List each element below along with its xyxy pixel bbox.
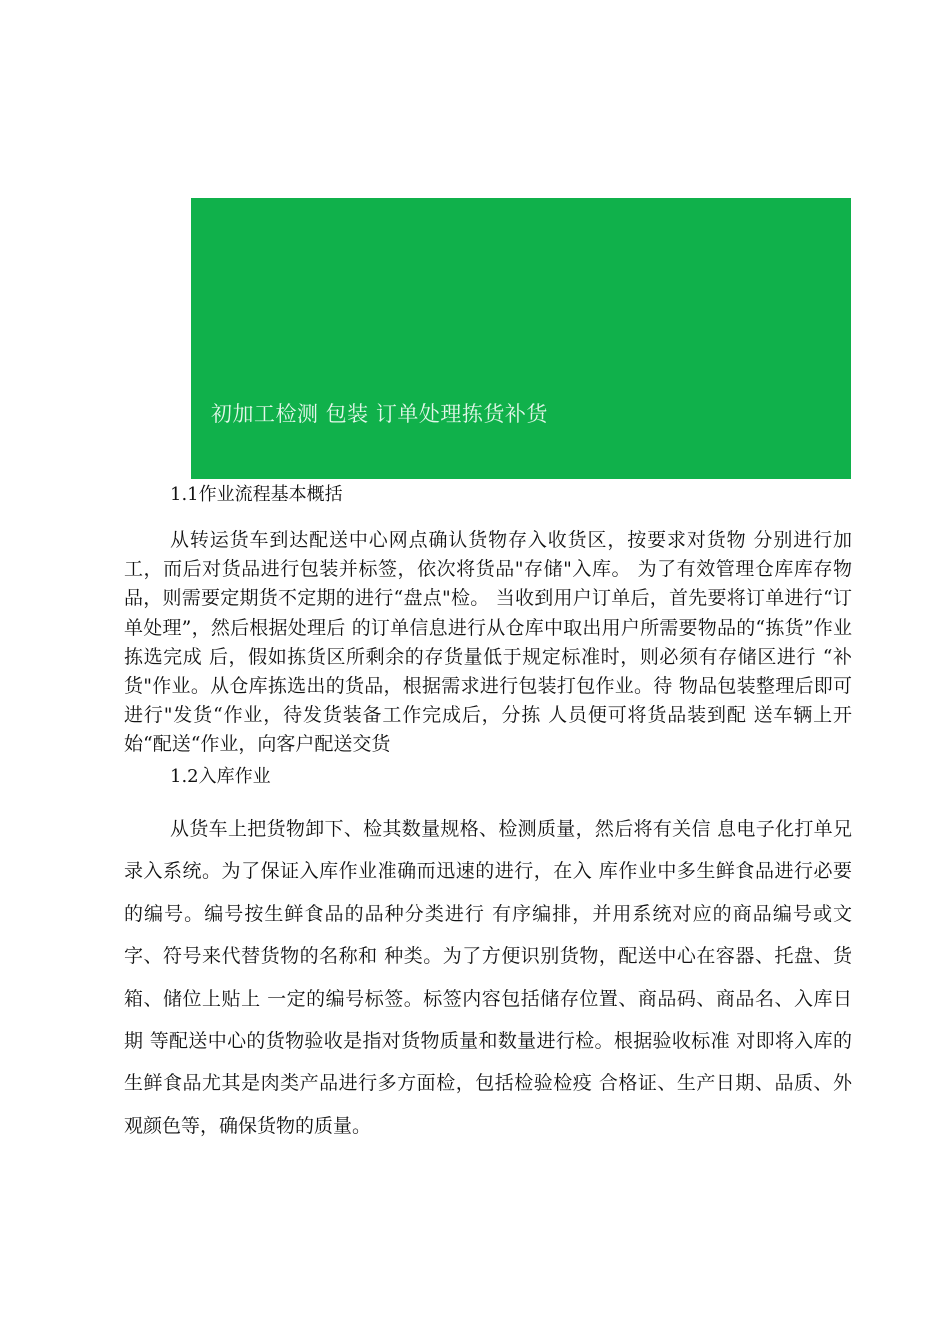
section-paragraph-overview: 从转运货车到达配送中心网点确认货物存入收货区，按要求对货物 分别进行加工，而后对货品进行包装并标签，依次将货品"存储"入库。 为了有效管理仓库库存物品，则需要定期货不定期的进行“盘点"检。 当收到用户订单后，首先要将订单进行“订单处理”，然后根据处理后 的订单信息进行从仓库中取出用户所需要物品的“拣货”作业拣选完成 后，假如拣货区所剩余的存货量低于规定标准时，则必须有存储区进行 “补货"作业。从仓库拣选出的货品，根据需求进行包装打包作业。待 物品包装整理后即可进行"发货“作业，待发货装备工作完成后，分拣 人员便可将货品装到配 送车辆上开始“配送“作业，向客户配送交货 xyxy=(124,529,852,756)
section-paragraph-inbound: 从货车上把货物卸下、检其数量规格、检测质量，然后将有关信 息电子化打单兄录入系统。为了保证入库作业准确而迅速的进行，在入 库作业中多生鲜食品进行必要的编号。编号按生鲜食品的品种分类进行 有序编排，并用系统对应的商品编号或文字、符号来代替货物的名称和 种类。为了方便识别货物，配送中心在容器、托盘、货箱、储位上贴上 一定的编号标签。标签内容包括储存位置、商品码、商品名、入库日期 等配送中心的货物验收是指对货物质量和数量进行检。根据验收标准 对即将入库的生鲜食品尤其是肉类产品进行多方面检，包括检验检疫 合格证、生产日期、品质、外观颜色等，确保货物的质量。 xyxy=(124,818,852,1137)
section-heading-inbound: 1.2入库作业 xyxy=(170,766,271,787)
process-banner xyxy=(191,198,851,479)
banner-process-text: 初加工检测 包装 订单处理拣货补货 xyxy=(211,402,548,426)
section-heading-overview: 1.1作业流程基本概括 xyxy=(170,484,343,505)
